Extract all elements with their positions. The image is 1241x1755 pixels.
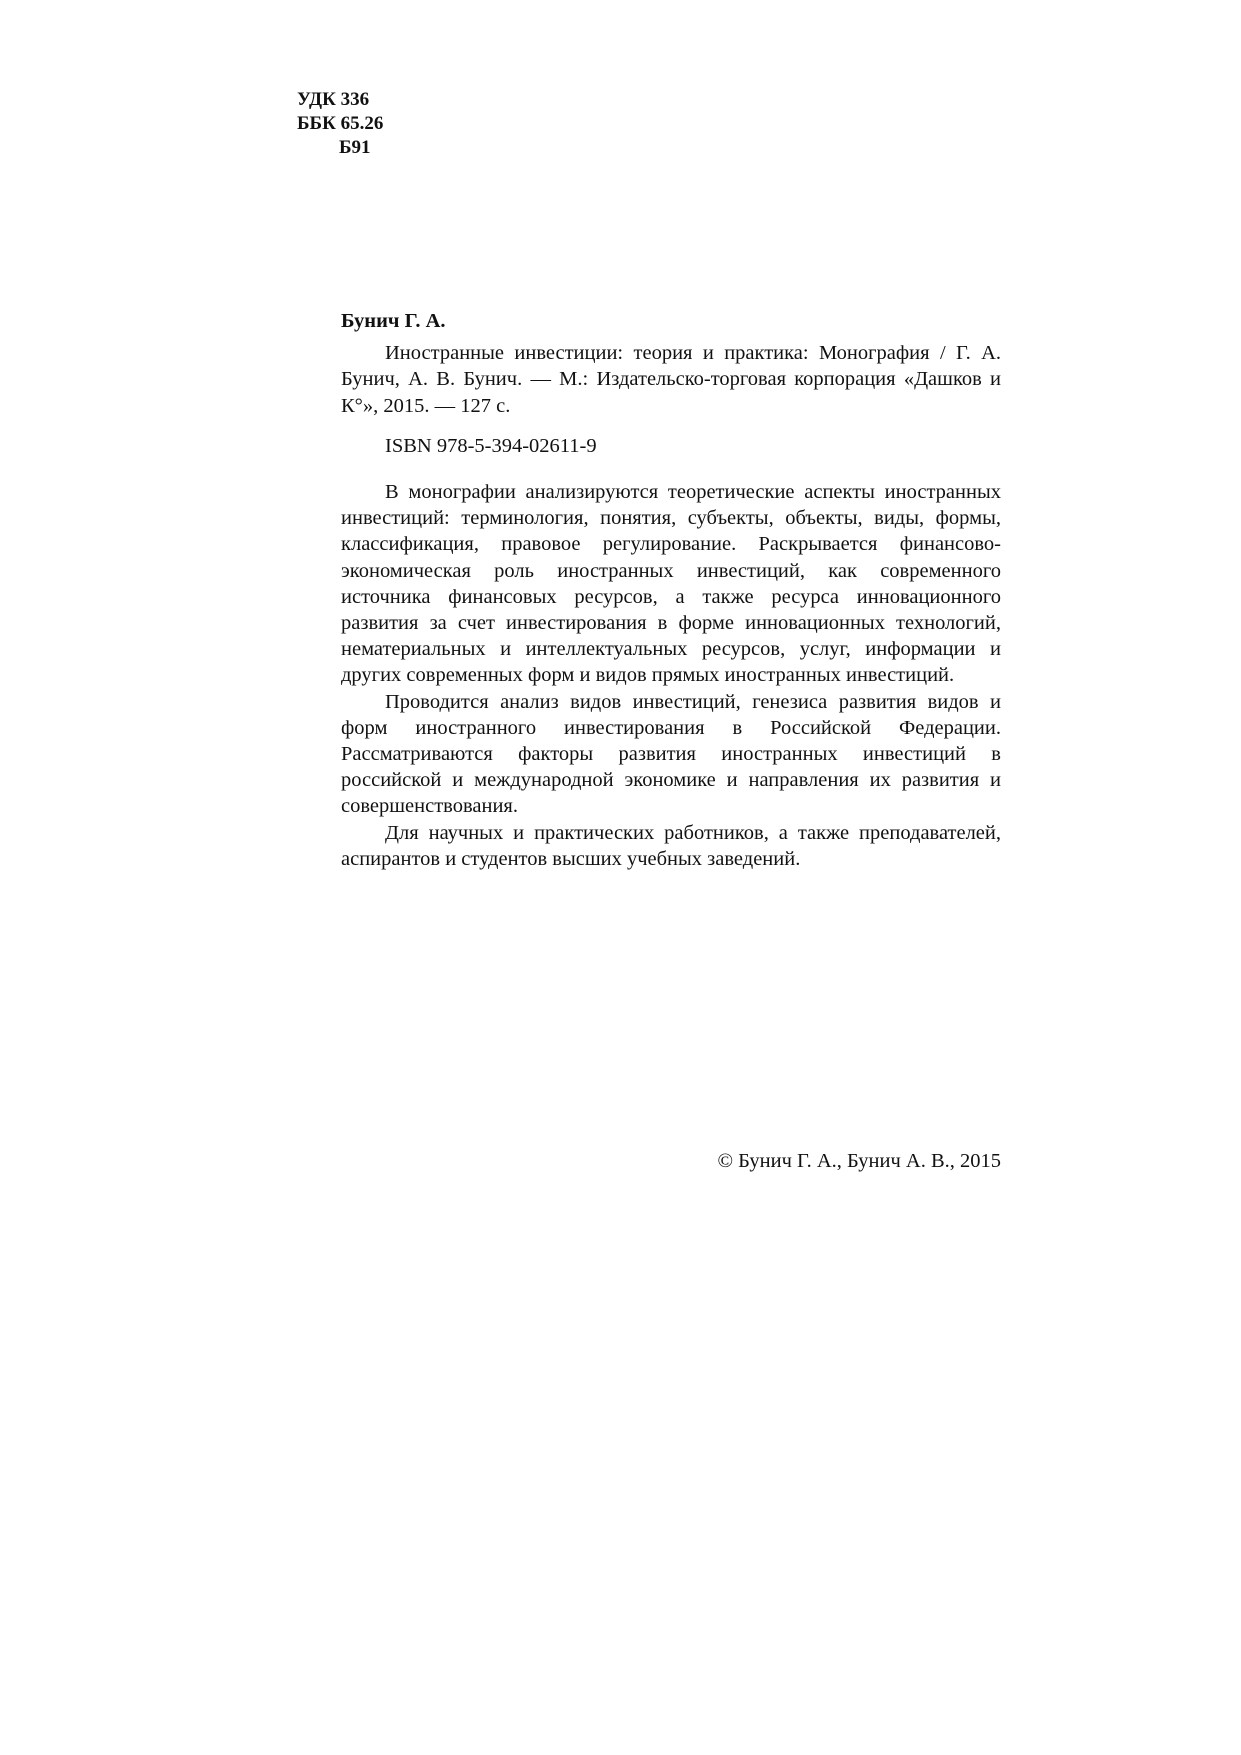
copyright-notice: © Бунич Г. А., Бунич А. В., 2015: [717, 1150, 1001, 1172]
author-heading: Бунич Г. А.: [341, 310, 446, 332]
author-mark-code: Б91: [339, 137, 371, 158]
udk-code: УДК 336: [297, 89, 370, 110]
isbn-number: ISBN 978-5-394-02611-9: [385, 434, 597, 457]
annotation-paragraph: Проводится анализ видов инвестиций, генезиса развития видов и форм иностранного инвестирования в Российской Федерации. Рассматриваются факторы развития иностранных инвестиций в российской и международной экономике и направления их развития и совершенствования.: [341, 690, 1001, 818]
bbk-code: ББК 65.26: [297, 113, 384, 134]
classification-codes: [297, 88, 383, 160]
bibliographic-description: Иностранные инвестиции: теория и практика: Монография / Г. А. Бунич, А. В. Бунич. — М.: Издательско-торговая корпорация «Дашков и К°», 2015. — 127 с.: [341, 342, 1001, 417]
annotation-paragraph: В монографии анализируются теоретические аспекты иностранных инвестиций: терминология, понятия, субъекты, объекты, виды, формы, классификация, правовое регулирование. Раскрывается финансово-экономическая роль иностранных инвестиций, как современного источника финансовых ресурсов, а также ресурса инновационного развития за счет инвестирования в форме инновационных технологий, нематериальных и интеллектуальных ресурсов, услуг, информации и других современных форм и видов прямых иностранных инвестиций.: [341, 481, 1001, 687]
annotation-paragraph: Для научных и практических работников, а также преподaвателей, аспирантов и студентов высших учебных заведений.: [341, 821, 1001, 870]
bibliographic-record: [341, 308, 1001, 872]
annotation: [341, 479, 1001, 872]
